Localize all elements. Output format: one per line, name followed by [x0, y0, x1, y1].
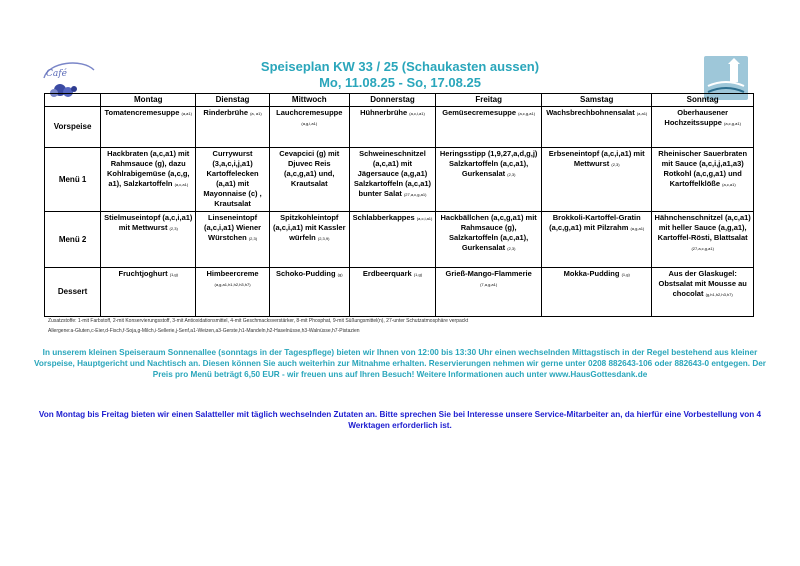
menu-cell — [101, 268, 196, 317]
allergen-codes: (a,c,a1) — [722, 182, 736, 187]
dish-name: Brokkoli-Kartoffel-Gratin (a,c,g,a1) mit Pilzrahm — [549, 213, 641, 232]
menu-cell — [652, 107, 754, 148]
dish-name: Cevapcici (g) mit Djuvec Reis (a,c,g,a1) und, Krautsalat — [279, 149, 340, 188]
dish-name: Heringsstipp (1,9,27,a,d,g,j) Salzkartoffeln (a,c,a1), Gurkensalat — [439, 149, 538, 178]
allergen-codes: (2,3) — [611, 162, 620, 167]
menu-cell — [196, 212, 269, 268]
dish-name: Mokka-Pudding — [563, 269, 620, 278]
dish-name: Hähnchenschnitzel (a,c,a1) mit heller Sauce (a,g,a1), Kartoffel-Rösti, Blattsalat — [654, 213, 751, 242]
dish-name: Rinderbrühe — [203, 108, 248, 117]
svg-text:Café: Café — [46, 69, 67, 79]
allergen-codes: (1,g) — [413, 272, 423, 277]
dish-name: Stielmuseintopf (a,c,i,a1) mit Mettwurst — [104, 213, 193, 232]
menu-cell — [269, 107, 349, 148]
salad-info-text: Von Montag bis Freitag bieten wir einen Salatteller mit täglich wechselnden Zutaten an. Bitte sprechen Sie bei Interesse unsere Service-Mitarbeiter an, da hierfür eine Vorbestellung von 4 Werktagen erforderlich ist. — [38, 410, 762, 430]
header-row — [45, 94, 754, 107]
dish-name: Currywurst (3,a,c,i,j,a1) Kartoffelecken (a,a1) mit Mayonnaise (c) , Krautsalat — [203, 149, 262, 208]
menu-cell — [436, 107, 542, 148]
day-header: Mittwoch — [269, 94, 349, 107]
allergen-codes: (a, a1) — [250, 111, 262, 116]
menu-table — [44, 93, 754, 317]
menu-cell — [542, 268, 652, 317]
menu-cell — [269, 268, 349, 317]
dish-name: Schoko-Pudding — [275, 269, 336, 278]
allergen-codes: (2,3) — [507, 172, 516, 177]
table-row — [45, 148, 754, 212]
menu-cell — [349, 212, 435, 268]
allergen-codes: (1,g) — [621, 272, 630, 277]
row-label: Menü 2 — [45, 212, 101, 268]
dish-name: Gemüsecremesuppe — [442, 108, 517, 117]
dish-name: Spitzkohleintopf (a,c,i,a1) mit Kassler würfeln — [272, 213, 346, 242]
row-label: Vorspeise — [45, 107, 101, 148]
dish-name: Fruchtjoghurt — [118, 269, 168, 278]
allergen-codes: (27,a,c,g,a1) — [691, 246, 714, 251]
day-header: Dienstag — [196, 94, 269, 107]
allergen-codes: (2,3,9) — [317, 236, 330, 241]
dish-name: Aus der Glaskugel: Obstsalat mit Mousse au chocolat — [658, 269, 747, 298]
allergen-codes: (2,3) — [248, 236, 258, 241]
allergens-footnote: Allergene:a-Gluten,c-Eier,d-Fisch,f-Soja,g-Milch,i-Sellerie,j-Senf,a1-Weizen,a3-Gerste,h1-Mandeln,h2-Haselnüsse,h3-Walnüsse,h7-Pistazien — [48, 328, 360, 334]
allergen-codes: (a,g,i,a1) — [301, 121, 318, 126]
menu-cell — [349, 148, 435, 212]
row-label: Menü 1 — [45, 148, 101, 212]
menu-cell — [652, 268, 754, 317]
menu-cell — [101, 148, 196, 212]
day-header: Sonntag — [652, 94, 754, 107]
allergen-codes: (a,c,g,a1) — [724, 121, 741, 126]
day-header: Montag — [101, 94, 196, 107]
allergen-codes: (1,g) — [169, 272, 178, 277]
allergen-codes: (7,a,g,a1) — [480, 282, 498, 287]
dish-name: Erbseneintopf (a,c,i,a1) mit Mettwurst — [548, 149, 645, 168]
dish-name: Erdbeerquark — [362, 269, 412, 278]
dish-name: Himbeercreme — [206, 269, 259, 278]
table-row — [45, 212, 754, 268]
menu-cell — [542, 212, 652, 268]
dish-name: Schlabberkappes — [352, 213, 415, 222]
dish-name: Wachsbrechbohnensalat — [546, 108, 635, 117]
day-header: Freitag — [436, 94, 542, 107]
allergen-codes: (a,g,a1,h1,h2,h3,h7) — [214, 282, 251, 287]
allergen-codes: (27,a,c,g,a1) — [403, 192, 427, 197]
row-label: Dessert — [45, 268, 101, 317]
page-title: Speiseplan KW 33 / 25 (Schaukasten aussen) — [260, 59, 540, 74]
dish-name: Linseneintopf (a,c,i,a1) Wiener Würstchen — [204, 213, 262, 242]
allergen-codes: (a,c,i,a1) — [409, 111, 425, 116]
allergen-codes: (a,c,i,a1) — [416, 216, 433, 221]
table-row — [45, 107, 754, 148]
dish-name: Tomatencremesuppe — [104, 108, 180, 117]
dish-name: Hackbällchen (a,c,g,a1) mit Rahmsauce (g), Salzkartoffeln (a,c,a1), Gurkensalat — [440, 213, 537, 252]
allergen-codes: (2,3) — [169, 226, 178, 231]
allergen-codes: (a,g,a1) — [630, 226, 645, 231]
menu-cell — [436, 268, 542, 317]
menu-cell — [652, 148, 754, 212]
lunch-info-text: In unserem kleinen Speiseraum Sonnenallee (sonntags in der Tagespflege) bieten wir Ihnen von 12:00 bis 13:30 Uhr einen wechselnden Mittagstisch in der Regel bestehend aus kleiner Vorspeise, Hauptgericht und Nachtisch an. Diesen können Sie auch weiterhin zur Mitnahme erhalten. Reservierungen nehmen wir gerne unter 0208 882643-106 oder 882643-0 entgegen. Der Preis pro Menü beträgt 6,50 EUR - wir freuen uns auf Ihren Besuch! Weitere Informationen auch unter www.HausGottesdank.de — [34, 348, 766, 379]
additives-footnote: Zusatzstoffe: 1-mit Farbstoff, 2-mit Konservierungsstoff, 3-mit Antioxidationsmittel, 4-mit Geschmacksverstärker, 8-mit Phosphat, 9-mit Süßungsmittel(n), 27-unter Schutzatmosphäre verpackt — [48, 318, 469, 324]
menu-cell — [349, 268, 435, 317]
menu-cell — [436, 212, 542, 268]
dish-name: Lauchcremesuppe — [276, 108, 343, 117]
allergen-codes: (a,c,g,a1) — [518, 111, 536, 116]
dish-name: Grieß-Mango-Flammerie — [445, 269, 532, 278]
menu-cell — [196, 148, 269, 212]
table-row — [45, 268, 754, 317]
dish-name: Rheinischer Sauerbraten mit Sauce (a,c,i,j,a1,a3) Rotkohl (a,c,g,a1) und Kartoffelklöße — [658, 149, 748, 188]
menu-cell — [269, 212, 349, 268]
menu-cell — [349, 107, 435, 148]
menu-cell — [436, 148, 542, 212]
dish-name: Hühnerbrühe — [360, 108, 408, 117]
menu-cell — [542, 148, 652, 212]
dish-name: Hackbraten (a,c,a1) mit Rahmsauce (g), dazu Kohlrabigemüse (a,c,g, a1), Salzkartoffeln — [106, 149, 190, 188]
menu-cell — [652, 212, 754, 268]
date-range: Mo, 11.08.25 - So, 17.08.25 — [319, 75, 481, 90]
menu-cell — [101, 212, 196, 268]
allergen-codes: (g) — [337, 272, 343, 277]
menu-cell — [101, 107, 196, 148]
menu-cell — [542, 107, 652, 148]
menu-cell — [269, 148, 349, 212]
corner-cell — [45, 94, 101, 107]
day-header: Donnerstag — [349, 94, 435, 107]
menu-cell — [196, 268, 269, 317]
dish-name: Schweineschnitzel (a,c,a1) mit Jägersauce (a,g,a1) Salzkartoffeln (a,c,a1) bunter Salat — [353, 149, 432, 198]
allergen-codes: (a,a1) — [181, 111, 192, 116]
allergen-codes: (2,3) — [507, 246, 516, 251]
allergen-codes: (a,a1) — [636, 111, 648, 116]
allergen-codes: (g,h1,h2,h3,h7) — [705, 292, 733, 297]
dish-name: Oberhausener Hochzeitssuppe — [664, 108, 729, 127]
allergen-codes: (a,c,a1) — [174, 182, 189, 187]
day-header: Samstag — [542, 94, 652, 107]
menu-cell — [196, 107, 269, 148]
